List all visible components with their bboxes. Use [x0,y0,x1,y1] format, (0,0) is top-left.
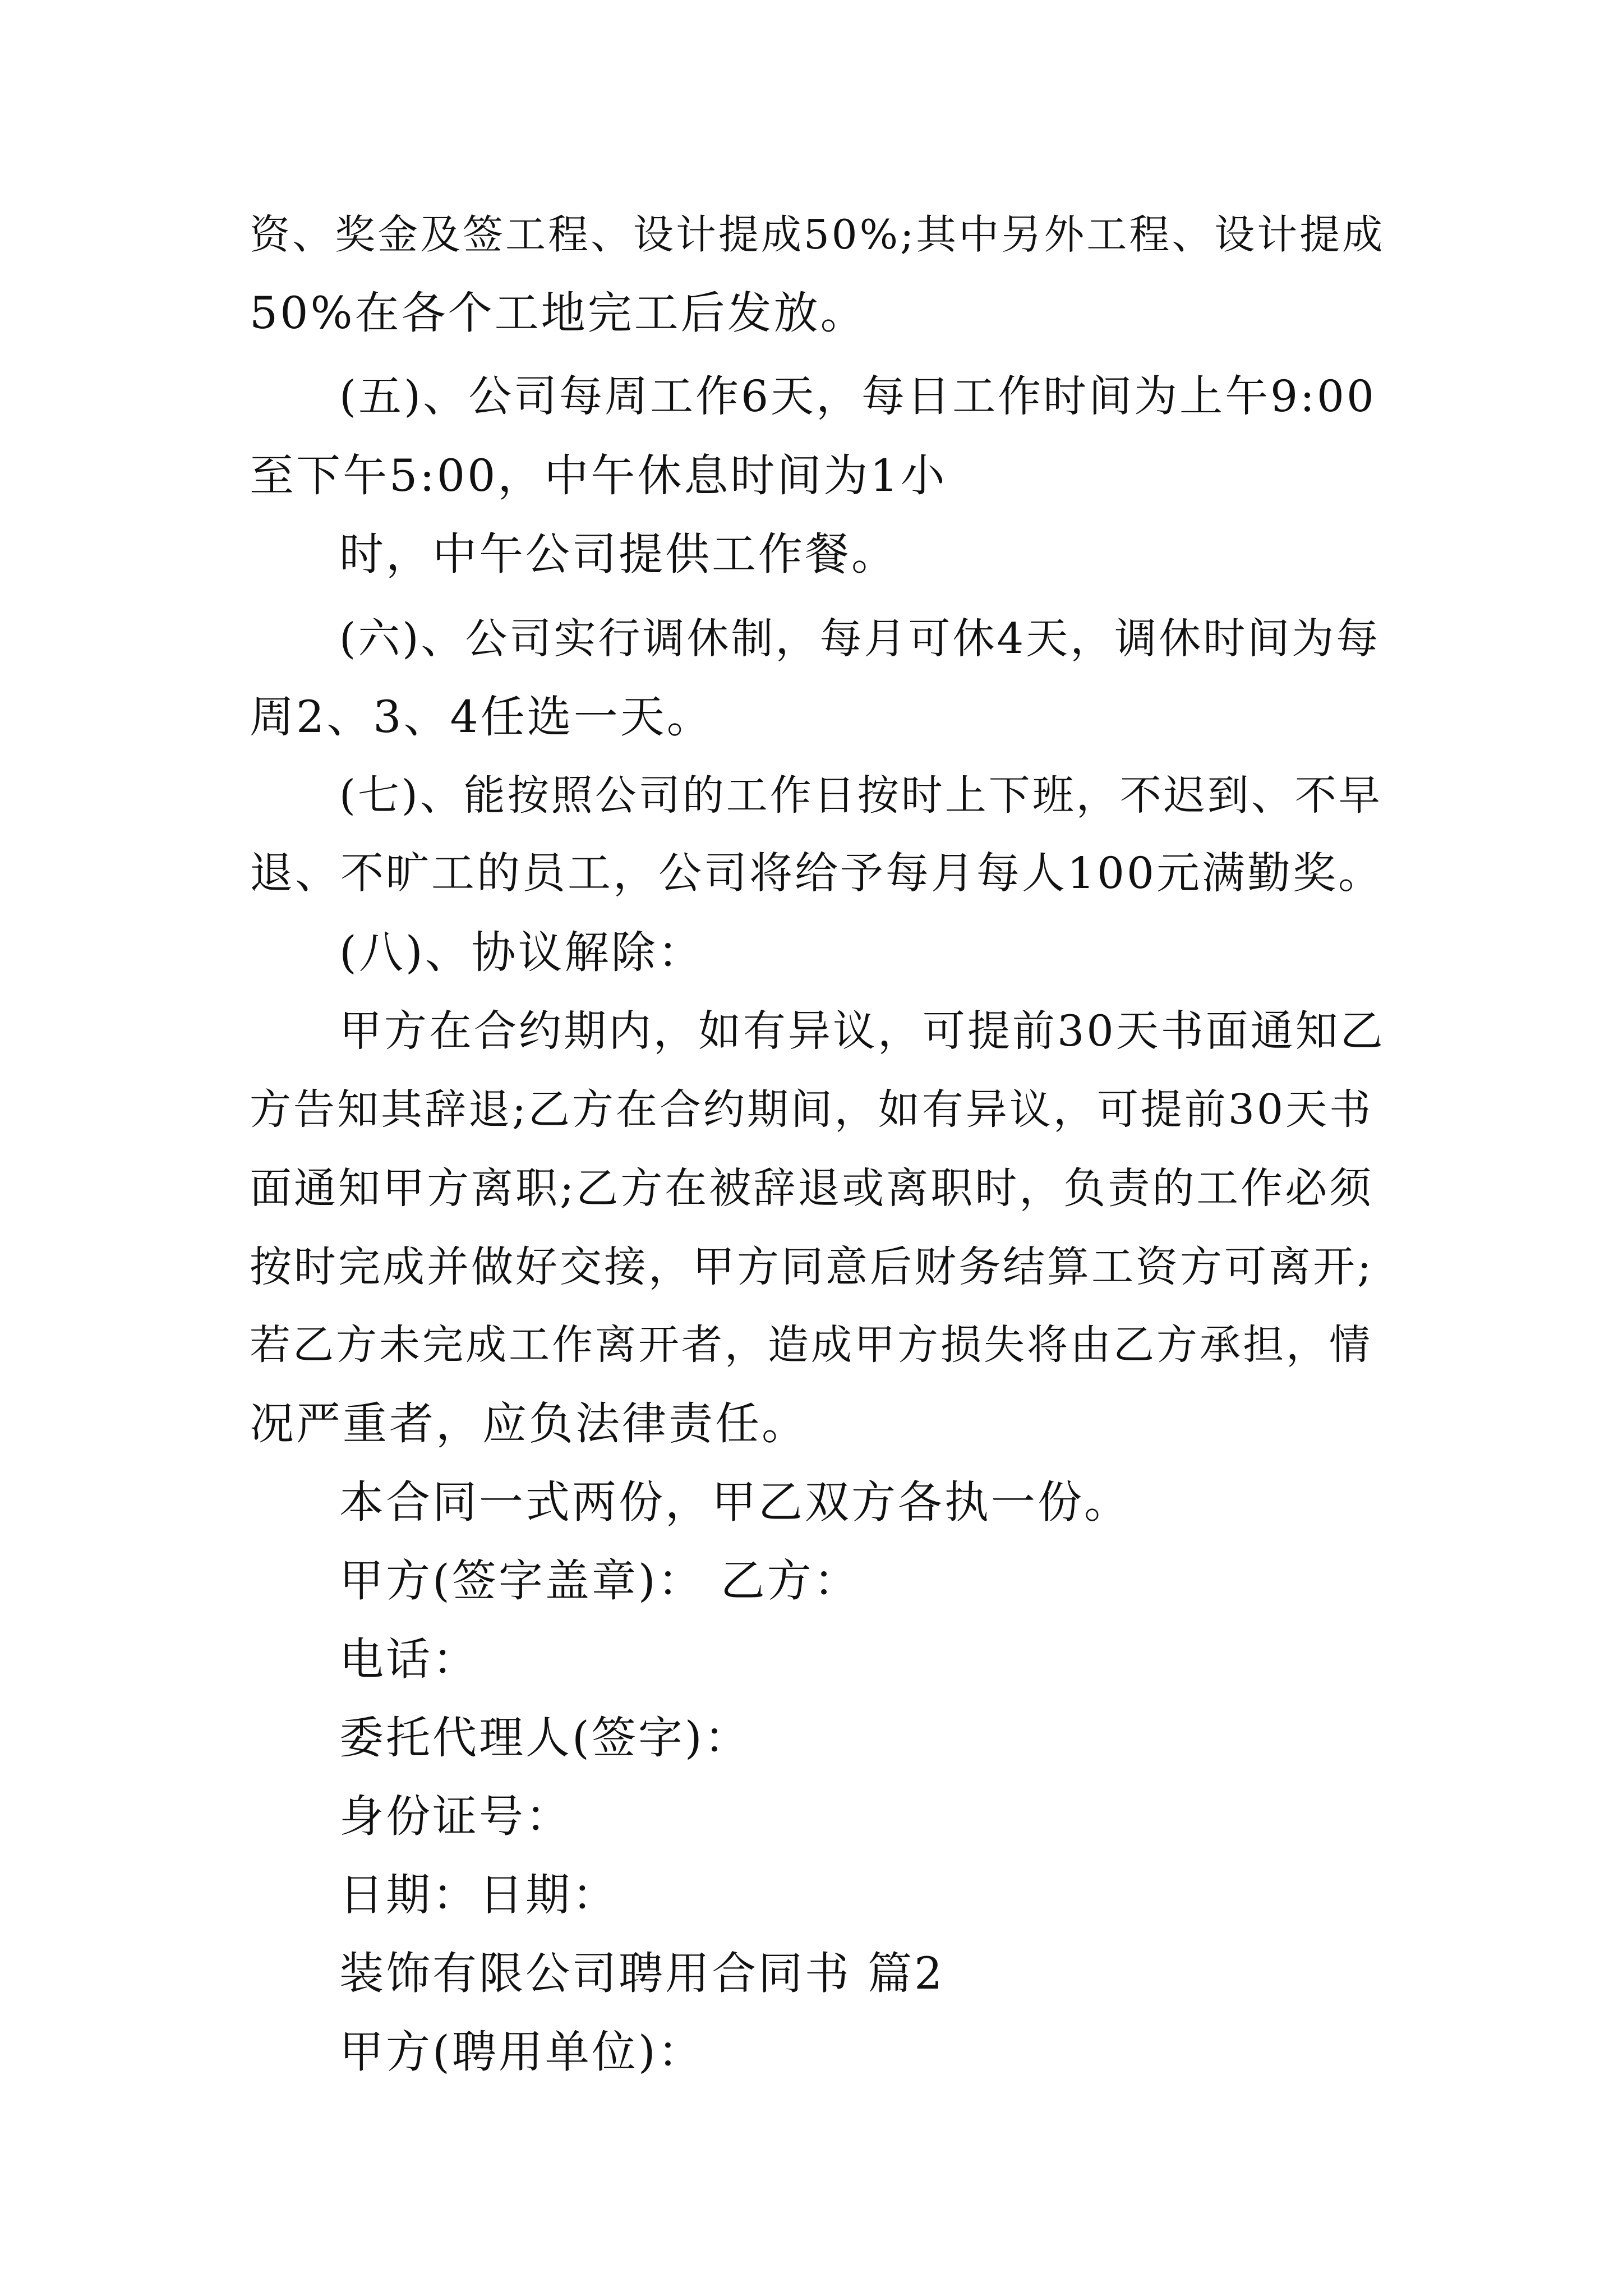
paragraph-line: 况严重者，应负法律责任。 [250,1398,808,1450]
paragraph-line: 按时完成并做好交接，甲方同意后财务结算工资方可离开; [250,1242,1374,1291]
phone-line: 电话： [339,1634,479,1685]
employer-line: 甲方(聘用单位)： [339,2026,704,2078]
paragraph-line: 资、奖金及签工程、设计提成50%;其中另外工程、设计提成 [250,211,1385,258]
paragraph-line: (六)、公司实行调休制，每月可休4天，调休时间为每 [339,614,1381,663]
paragraph-line: 甲方在合约期内，如有异议，可提前30天书面通知乙 [339,1006,1385,1056]
agent-signature-line: 委托代理人(签字)： [339,1712,751,1764]
paragraph-line: 本合同一式两份，甲乙双方各执一份。 [339,1476,1131,1528]
signature-party-line: 甲方(签字盖章)： 乙方： [339,1555,860,1607]
section-heading: (八)、协议解除： [339,927,704,978]
paragraph-line: 50%在各个工地完工后发放。 [250,287,867,339]
paragraph-line: 周2、3、4任选一天。 [250,691,713,743]
paragraph-line: 面通知甲方离职;乙方在被辞退或离职时，负责的工作必须 [250,1163,1374,1213]
paragraph-line: 至下午5:00，中午休息时间为1小 [250,450,947,501]
paragraph-line: (七)、能按照公司的工作日按时上下班，不迟到、不早 [339,771,1382,820]
paragraph-line: (五)、公司每周工作6天，每日工作时间为上午9:00 [339,372,1376,422]
paragraph-line: 若乙方未完成工作离开者，造成甲方损失将由乙方承担，情 [250,1321,1372,1369]
paragraph-line: 方告知其辞退;乙方在合约期间，如有异议，可提前30天书 [250,1085,1373,1134]
date-line: 日期：日期： [339,1869,619,1921]
document-title: 装饰有限公司聘用合同书 篇2 [339,1948,945,1999]
paragraph-line: 退、不旷工的员工，公司将给予每月每人100元满勤奖。 [250,849,1384,899]
id-number-line: 身份证号： [339,1791,572,1842]
paragraph-line: 时，中午公司提供工作餐。 [339,528,898,580]
